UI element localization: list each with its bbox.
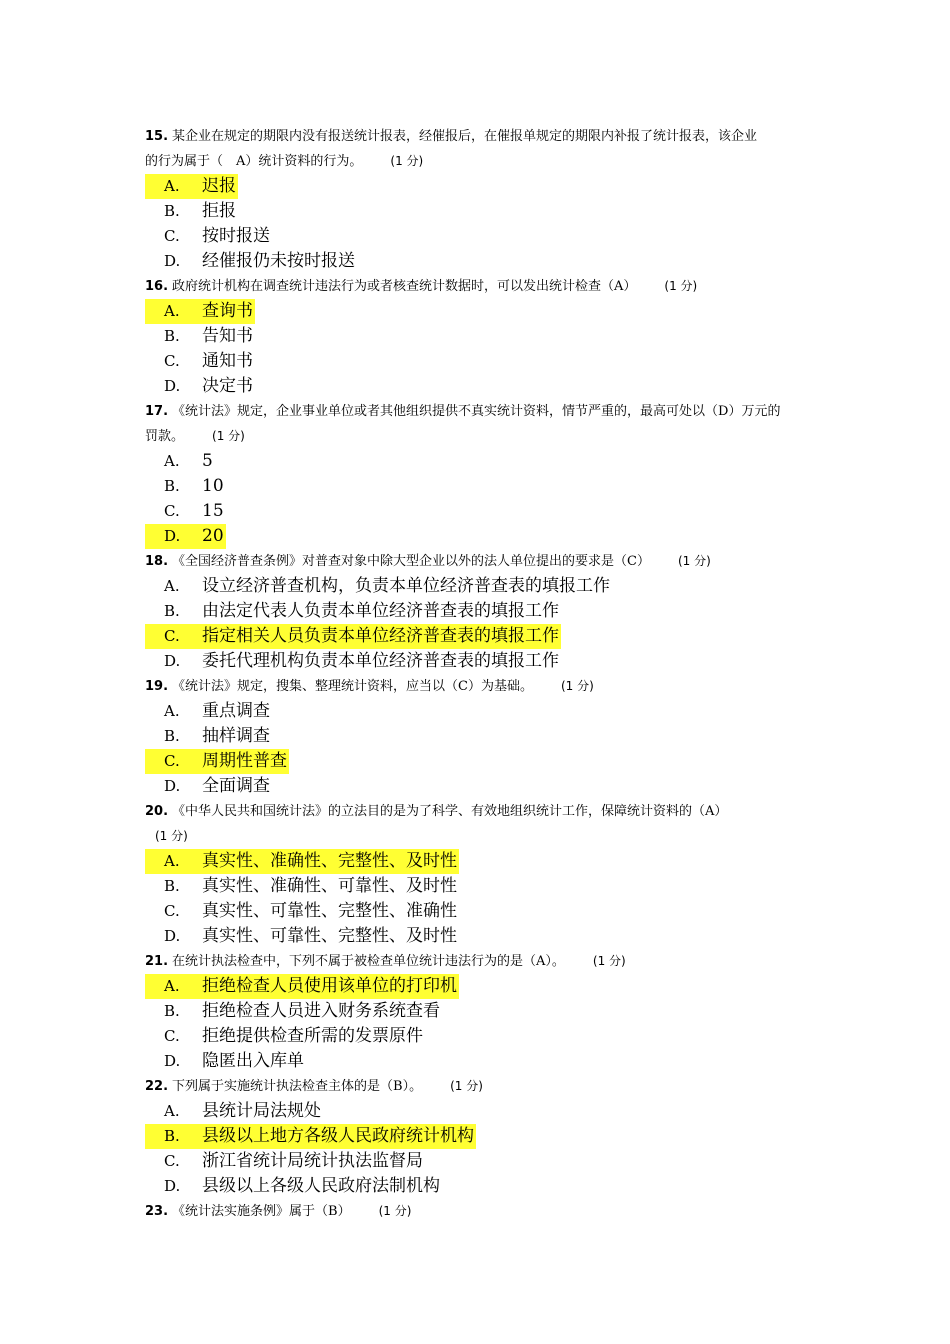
option-text: 真实性、准确性、完整性、及时性: [202, 851, 457, 871]
option-letter: A.: [164, 852, 180, 870]
option-line: [145, 899, 459, 924]
option-letter: A.: [164, 452, 180, 470]
option-list: [145, 574, 825, 674]
option-letter: D.: [164, 777, 181, 795]
option-letter: C.: [164, 752, 180, 770]
option-text: 重点调查: [202, 701, 270, 721]
option-text: 通知书: [202, 351, 253, 371]
option-line: [145, 199, 238, 224]
option-list: [145, 449, 825, 549]
question-score: (1 分): [664, 279, 698, 293]
question-block: [145, 949, 825, 1074]
option-letter: B.: [164, 877, 180, 895]
option-item: [145, 349, 825, 374]
option-line: [145, 1024, 425, 1049]
question-block: [145, 1199, 825, 1224]
correct-option: [145, 624, 825, 649]
option-item: [145, 999, 825, 1024]
correct-option: [145, 749, 825, 774]
option-text: 隐匿出入库单: [202, 1051, 304, 1071]
correct-option: [145, 974, 825, 999]
question-text: 政府统计机构在调查统计违法行为或者核查统计数据时，可以发出统计检查（A）: [172, 279, 637, 294]
question-stem: [145, 1074, 825, 1099]
option-line: [145, 374, 255, 399]
option-text: 县级以上各级人民政府法制机构: [202, 1176, 440, 1196]
question-block: [145, 124, 825, 274]
option-letter: D.: [164, 927, 181, 945]
option-letter: A.: [164, 702, 180, 720]
question-number: 17.: [145, 404, 169, 419]
option-letter: C.: [164, 902, 180, 920]
option-list: [145, 1099, 825, 1199]
correct-option: [145, 524, 825, 549]
question-score: (1 分): [378, 1204, 412, 1218]
option-text: 经催报仍未按时报送: [202, 251, 355, 271]
question-score: (1 分): [155, 829, 188, 843]
option-text: 周期性普查: [202, 751, 287, 771]
option-line: [145, 999, 442, 1024]
option-line: [145, 499, 226, 524]
option-line: [145, 474, 226, 499]
option-text: 拒报: [202, 201, 236, 221]
question-text: 《统计法》规定，企业事业单位或者其他组织提供不真实统计资料，情节严重的，最高可处以（D）万元的: [172, 404, 781, 419]
option-letter: A.: [164, 1102, 180, 1120]
question-block: [145, 549, 825, 674]
answer-highlight: [145, 524, 226, 549]
question-stem: [145, 1199, 825, 1224]
option-line: [145, 1049, 306, 1074]
option-item: [145, 449, 825, 474]
option-letter: A.: [164, 177, 180, 195]
option-line: [145, 324, 255, 349]
question-stem: [145, 674, 825, 699]
option-line: [145, 224, 272, 249]
question-block: [145, 1074, 825, 1199]
option-text: 全面调查: [202, 776, 270, 796]
option-item: [145, 724, 825, 749]
option-letter: B.: [164, 1127, 180, 1145]
option-text: 拒绝检查人员进入财务系统查看: [202, 1001, 440, 1021]
question-number: 23.: [145, 1204, 169, 1219]
answer-highlight: [145, 174, 238, 199]
option-line: [145, 449, 215, 474]
question-text: 在统计执法检查中，下列不属于被检查单位统计违法行为的是（A）。: [172, 954, 565, 969]
option-text: 真实性、准确性、可靠性、及时性: [202, 876, 457, 896]
option-item: [145, 699, 825, 724]
option-list: [145, 974, 825, 1074]
option-text: 决定书: [202, 376, 253, 396]
question-number: 21.: [145, 954, 169, 969]
option-item: [145, 649, 825, 674]
option-text: 真实性、可靠性、完整性、及时性: [202, 926, 457, 946]
option-line: [145, 249, 357, 274]
option-line: [145, 699, 272, 724]
question-stem: [145, 124, 825, 174]
option-text: 县统计局法规处: [202, 1101, 321, 1121]
question-block: [145, 799, 825, 949]
question-stem: [145, 274, 825, 299]
option-item: [145, 474, 825, 499]
option-letter: A.: [164, 302, 180, 320]
question-text: 《统计法实施条例》属于（B）: [172, 1204, 351, 1219]
option-letter: A.: [164, 977, 180, 995]
option-item: [145, 374, 825, 399]
option-item: [145, 774, 825, 799]
option-letter: D.: [164, 252, 181, 270]
option-line: [145, 724, 272, 749]
correct-option: [145, 1124, 825, 1149]
option-line: [145, 874, 459, 899]
option-line: [145, 649, 561, 674]
option-text: 由法定代表人负责本单位经济普查表的填报工作: [202, 601, 559, 621]
option-list: [145, 699, 825, 799]
option-item: [145, 924, 825, 949]
option-item: [145, 324, 825, 349]
option-list: [145, 849, 825, 949]
question-text: 《统计法》规定，搜集、整理统计资料，应当以（C）为基础。: [172, 679, 533, 694]
option-letter: B.: [164, 327, 180, 345]
answer-highlight: [145, 974, 459, 999]
option-text: 迟报: [202, 176, 236, 196]
option-letter: C.: [164, 1027, 180, 1045]
option-list: [145, 299, 825, 399]
option-text: 告知书: [202, 326, 253, 346]
option-line: [145, 924, 459, 949]
option-line: [145, 774, 272, 799]
option-letter: B.: [164, 202, 180, 220]
question-text: 罚款。: [145, 429, 185, 444]
option-item: [145, 1149, 825, 1174]
question-score: (1 分): [677, 554, 711, 568]
option-item: [145, 199, 825, 224]
option-line: [145, 1174, 442, 1199]
question-score: (1 分): [560, 679, 594, 693]
question-score: (1 分): [212, 429, 245, 443]
option-letter: A.: [164, 577, 180, 595]
option-text: 拒绝提供检查所需的发票原件: [202, 1026, 423, 1046]
option-item: [145, 899, 825, 924]
option-line: [145, 1149, 425, 1174]
option-text: 设立经济普查机构，负责本单位经济普查表的填报工作: [202, 576, 610, 596]
option-text: 拒绝检查人员使用该单位的打印机: [202, 976, 457, 996]
option-item: [145, 224, 825, 249]
option-letter: C.: [164, 627, 180, 645]
question-number: 16.: [145, 279, 169, 294]
option-line: [145, 599, 561, 624]
option-item: [145, 1174, 825, 1199]
question-text: 某企业在规定的期限内没有报送统计报表，经催报后，在催报单规定的期限内补报了统计报表，该企业: [172, 129, 758, 144]
answer-highlight: [145, 299, 255, 324]
option-item: [145, 1049, 825, 1074]
option-text: 15: [202, 501, 224, 521]
option-text: 委托代理机构负责本单位经济普查表的填报工作: [202, 651, 559, 671]
option-line: [145, 1099, 323, 1124]
option-text: 指定相关人员负责本单位经济普查表的填报工作: [202, 626, 559, 646]
question-score: (1 分): [390, 154, 424, 168]
option-item: [145, 574, 825, 599]
option-text: 5: [202, 451, 213, 471]
option-letter: C.: [164, 1152, 180, 1170]
correct-option: [145, 299, 825, 324]
option-letter: B.: [164, 727, 180, 745]
question-number: 19.: [145, 679, 169, 694]
question-text: 《中华人民共和国统计法》的立法目的是为了科学、有效地组织统计工作，保障统计资料的（A）: [172, 804, 728, 819]
option-letter: C.: [164, 352, 180, 370]
question-number: 15.: [145, 129, 169, 144]
option-item: [145, 599, 825, 624]
question-block: [145, 674, 825, 799]
option-text: 浙江省统计局统计执法监督局: [202, 1151, 423, 1171]
question-text: 的行为属于（ A）统计资料的行为。: [145, 154, 363, 169]
option-letter: D.: [164, 1177, 181, 1195]
option-item: [145, 499, 825, 524]
option-list: [145, 174, 825, 274]
answer-highlight: [145, 849, 459, 874]
option-letter: C.: [164, 502, 180, 520]
option-text: 抽样调查: [202, 726, 270, 746]
question-number: 20.: [145, 804, 169, 819]
option-text: 县级以上地方各级人民政府统计机构: [202, 1126, 474, 1146]
question-score: (1 分): [450, 1079, 483, 1093]
answer-highlight: [145, 1124, 476, 1149]
option-text: 20: [202, 526, 224, 546]
option-line: [145, 574, 612, 599]
question-number: 18.: [145, 554, 169, 569]
option-line: [145, 349, 255, 374]
question-stem: [145, 399, 825, 449]
option-text: 按时报送: [202, 226, 270, 246]
option-letter: D.: [164, 527, 181, 545]
option-letter: B.: [164, 602, 180, 620]
question-number: 22.: [145, 1079, 169, 1094]
option-text: 查询书: [202, 301, 253, 321]
question-text: 《全国经济普查条例》对普查对象中除大型企业以外的法人单位提出的要求是（C）: [172, 554, 650, 569]
answer-highlight: [145, 749, 289, 774]
answer-highlight: [145, 624, 561, 649]
question-stem: [145, 949, 825, 974]
question-stem: [145, 549, 825, 574]
option-text: 真实性、可靠性、完整性、准确性: [202, 901, 457, 921]
correct-option: [145, 849, 825, 874]
option-item: [145, 249, 825, 274]
option-letter: D.: [164, 652, 181, 670]
option-letter: B.: [164, 1002, 180, 1020]
question-stem: [145, 799, 825, 849]
option-text: 10: [202, 476, 224, 496]
option-item: [145, 1099, 825, 1124]
question-score: (1 分): [592, 954, 626, 968]
option-letter: D.: [164, 1052, 181, 1070]
correct-option: [145, 174, 825, 199]
option-letter: B.: [164, 477, 180, 495]
question-text: 下列属于实施统计执法检查主体的是（B）。: [172, 1079, 423, 1094]
question-block: [145, 274, 825, 399]
option-letter: C.: [164, 227, 180, 245]
option-item: [145, 874, 825, 899]
question-list: [145, 124, 825, 1224]
option-letter: D.: [164, 377, 181, 395]
question-block: [145, 399, 825, 549]
option-item: [145, 1024, 825, 1049]
